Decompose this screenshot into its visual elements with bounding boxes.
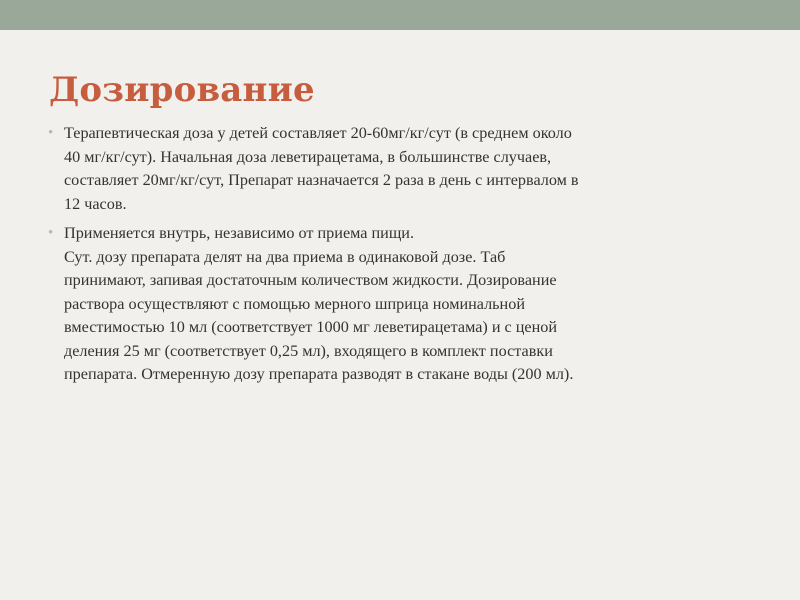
top-accent-bar [0, 0, 800, 30]
bullet-list [48, 122, 738, 393]
bullet-line: составляет 20мг/кг/сут, Препарат назначается 2 раза в день с интервалом в [64, 171, 579, 189]
bullet-line: вместимостью 10 мл (соответствует 1000 мг леветирацетама) и с ценой [64, 318, 558, 336]
bullet-line: раствора осуществляют с помощью мерного шприца номинальной [64, 294, 525, 313]
bullet-icon: • [48, 125, 54, 141]
bullet-line: Применяется внутрь, независимо от приема пищи. [64, 224, 414, 242]
bullet-icon: • [48, 225, 54, 241]
bullet-line: 12 часов. [64, 194, 127, 213]
bullet-line: принимают, запивая достаточным количеством жидкости. Дозирование [64, 271, 557, 289]
bullet-text [64, 222, 738, 387]
bullet-line: деления 25 мг (соответствует 0,25 мл), входящего в комплект поставки [64, 341, 553, 360]
bullet-text [64, 122, 738, 216]
bullet-item-dosage [48, 122, 738, 216]
bullet-line: 40 мг/кг/сут). Начальная доза леветирацетама, в большинстве случаев, [64, 147, 552, 166]
bullet-line: Сут. дозу препарата делят на два приема в одинаковой дозе. Таб [64, 247, 506, 266]
slide-title: Дозирование [49, 70, 315, 110]
bullet-line: препарата. Отмеренную дозу препарата разводят в стакане воды (200 мл). [64, 365, 574, 383]
bullet-item-administration [48, 222, 738, 387]
bullet-line: Терапевтическая доза у детей составляет 20-60мг/кг/сут (в среднем около [64, 124, 572, 142]
